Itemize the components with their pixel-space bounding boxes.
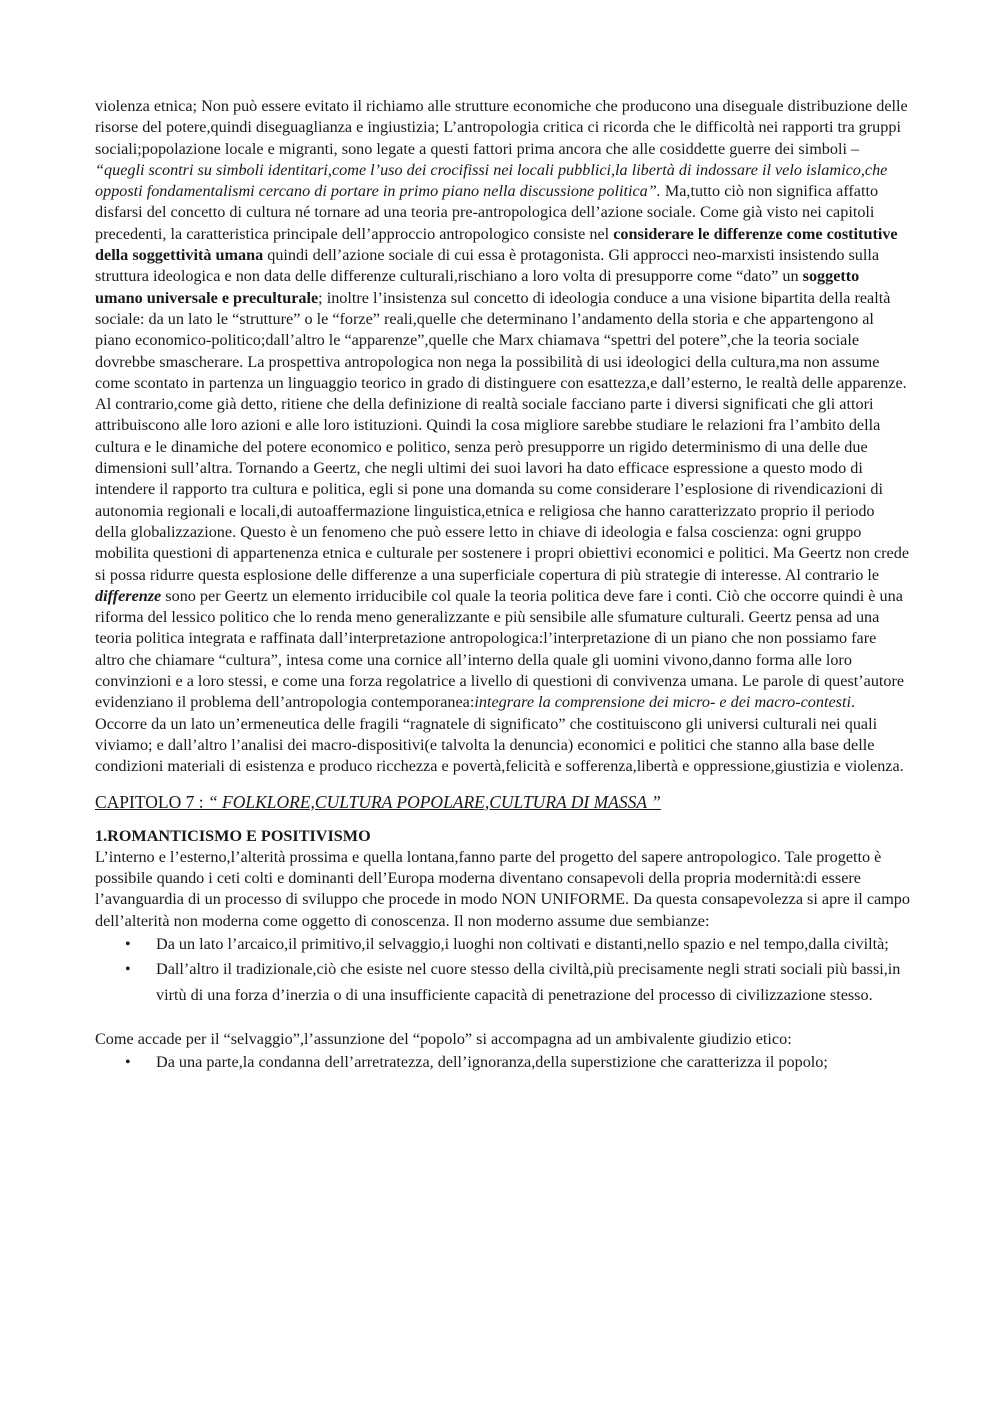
bold-phrase: soggetto umano universale e preculturale [95, 267, 860, 307]
spacer [95, 1008, 910, 1029]
body-paragraph-3: Come accade per il “selvaggio”,l’assunzione del “popolo” si accompagna ad un ambivalente giudizio etico: [95, 1029, 792, 1048]
text-run: . Occorre da un lato un’ermeneutica delle fragili “ragnatele di significato” che costituiscono gli universi culturali nei quali viviamo; e dall’altro l’analisi dei macro-dispositivi(e talvolta la denuncia) economici e politici che stanno alla base delle condizioni materiali di esistenza e produco ricchezza e povertà,felicità e sofferenza,libertà e oppressione,giustizia e violenza. [95, 693, 904, 776]
bullet-list-2 [95, 1050, 910, 1075]
section-heading: 1.ROMANTICISMO E POSITIVISMO [95, 826, 371, 845]
bold-italic-word: differenze [95, 586, 162, 605]
body-paragraph-1 [95, 96, 910, 778]
list-item: • Dall’altro il tradizionale,ciò che esiste nel cuore stesso della civiltà,più precisamente negli strati sociali più bassi,in virtù di una forza d’inerzia o di una insufficiente capacità di penetrazione del processo di civilizzazione stesso. [156, 957, 910, 1008]
bold-phrase: considerare le differenze come costitutive della soggettività umana [95, 224, 898, 265]
text-run: Ma,tutto ciò non significa affatto disfarsi del concetto di cultura né tornare ad una teoria pre-antropologica dell’azione sociale. Come già visto nei capitoli precedenti, la caratteristica principale dell’approccio antropologico consiste nel [95, 182, 879, 243]
bullet-list-1 [95, 932, 910, 1008]
text-run: violenza etnica; Non può essere evitato il richiamo alle strutture economiche che producono una diseguale distribuzione delle risorse del potere,quindi diseguaglianza e ingiustizia; L’antropologia critica ci ricorda che le difficoltà nei rapporti tra gruppi sociali;popolazione locale e migranti, sono legate a questi fattori prima ancora che alle cosiddette guerre dei simboli – [95, 97, 908, 158]
text-run: sono per Geertz un elemento irriducibile col quale la teoria politica deve fare i conti. Ciò che occorre quindi è una riforma del lessico politico che lo renda meno generalizzante e più sensibile alle sfumature culturali. Geertz pensa ad una teoria politica integrata e raffinata dall’interpretazione antropologica:l’interpretazione di un piano che non possiamo fare altro che chiamare “cultura”, intesa come una cornice all’interno della quale gli uomini vivono,danno forma alle loro convinzioni e a loro stessi, e come una forza regolatrice a livello di questioni di convivenza umana. Le parole di quest’autore evidenziano il problema dell’antropologia contemporanea: [95, 586, 905, 712]
italic-phrase: integrare la comprensione dei micro- e dei macro-contesti [474, 693, 851, 712]
list-item: • Da una parte,la condanna dell’arretratezza, dell’ignoranza,della superstizione che caratterizza il popolo; [156, 1050, 910, 1075]
body-paragraph-2: L’interno e l’esterno,l’alterità prossima e quella lontana,fanno parte del progetto del sapere antropologico. Tale progetto è possibile quando i ceti colti e dominanti dell’Europa moderna diventano consapevoli della propria modernità:di essere l’avanguardia di un processo di sviluppo che procede in modo NON UNIFORME. Da questa consapevolezza si apre il campo dell’alterità non moderna come oggetto di conoscenza. Il non moderno assume due sembianze: [95, 847, 910, 930]
document-page [95, 96, 910, 1075]
text-run: quindi dell’azione sociale di cui essa è protagonista. Gli approcci neo-marxisti insistendo sulla struttura ideologica e non data delle differenze culturali,rischiano a loro volta di presupporre come “dato” un [95, 246, 880, 286]
chapter-number: CAPITOLO 7 : [95, 791, 208, 812]
italic-quote: “quegli scontri su simboli identitari,come l’uso dei crocifissi nei locali pubblici,la libertà di indossare il velo islamico,che opposti fondamentalismi cercano di portare in primo piano nella discussione politica”. [95, 160, 888, 201]
list-item: • Da un lato l’arcaico,il primitivo,il selvaggio,i luoghi non coltivati e distanti,nello spazio e nel tempo,dalla civiltà; [156, 932, 910, 957]
text-run: ; inoltre l’insistenza sul concetto di ideologia conduce a una visione bipartita della realtà sociale: da un lato le “strutture” o le “forze” reali,quelle che determinano l’andamento della storia e che appartengono al piano economico-politico;dall’altro le “apparenze”,quelle che Marx chiamava “spettri del potere”,che la teoria sociale dovrebbe smascherare. La prospettiva antropologica non nega la possibilità di usi ideologici della cultura,ma non assume come scontato in partenza un linguaggio teorico in grado di distinguere con esattezza,e dall’esterno, le realtà delle apparenze. Al contrario,come già detto, ritiene che della definizione di realtà sociale facciano parte i diversi significati che gli attori attribuiscono alle loro azioni e alle loro istituzioni. Quindi la cosa migliore sarebbe studiare le relazioni fra l’ambito della cultura e le dinamiche del potere economico e politico, senza però presupporre un rigido determinismo di una delle due dimensioni sull’altra. Tornando a Geertz, che negli ultimi dei suoi lavori ha dato efficace espressione a questo modo di intendere il rapporto tra cultura e politica, egli si pone una domanda su come considerare l’esplosione di rivendicazioni di autonomia regionali e locali,di autoaffermazione linguistica,etnica e religiosa che hanno caratterizzato proprio il periodo della globalizzazione. Questo è un fenomeno che può essere letto in chiave di ideologia e falsa coscienza: ogni gruppo mobilita questioni di appartenenza etnica e culturale per sostenere i propri obiettivi economici e politici. Ma Geertz non crede si possa ridurre questa esplosione delle differenze a una superficiale copertura di più strategie di interesse. Al contrario le [95, 288, 910, 584]
chapter-heading [95, 790, 910, 814]
chapter-title: “ FOLKLORE,CULTURA POPOLARE,CULTURA DI MASSA ” [207, 791, 661, 812]
